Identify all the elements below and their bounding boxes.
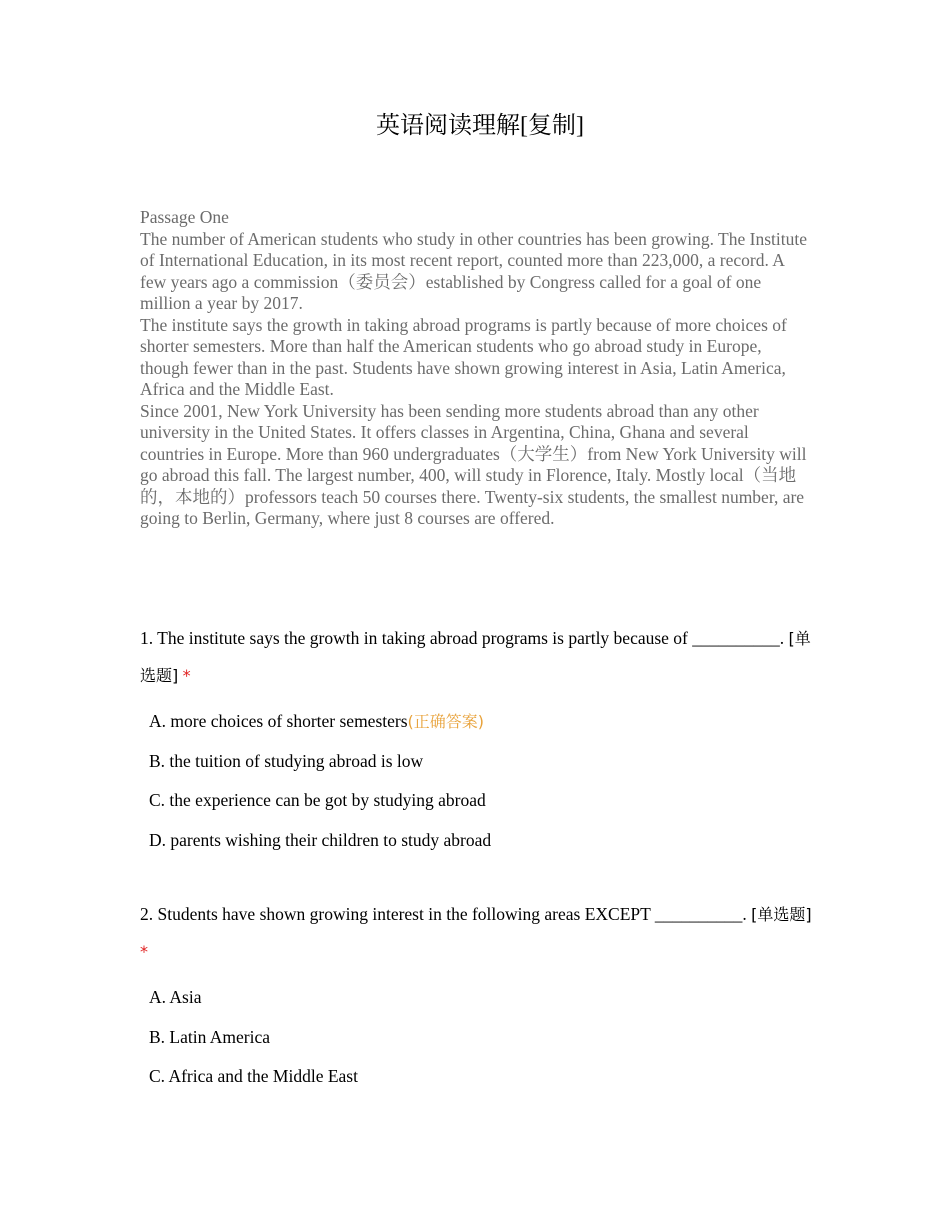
passage-paragraph: Since 2001, New York University has been sending more students abroad than any other university in the United States. It offers classes in Argentina, China, Ghana and several countries in Europe. More than 960 undergraduates（大学生）from New York University will go abroad this fall. The largest number, 400, will study in Florence, Italy. Mostly local（当地的，本地的）professors teach 50 courses there. Twenty-six students, the smallest number, are going to Berlin, Germany, where just 8 courses are offered.	[140, 400, 807, 528]
question-stem	[140, 620, 820, 694]
correct-answer-tag: (正确答案)	[407, 712, 485, 731]
question-1	[140, 620, 820, 861]
passage-paragraph: The number of American students who study in other countries has been growing. The Institute of International Education, in its most recent report, counted more than 223,000, a record. A few years ago a commission（委员会）established by Congress called for a goal of one million a year by 2017.	[140, 228, 807, 313]
option-b[interactable]	[149, 742, 820, 782]
option-c[interactable]	[149, 1057, 820, 1097]
document-title: 英语阅读理解[复制]	[376, 113, 584, 139]
required-mark: *	[140, 942, 148, 961]
option-text: B. Latin America	[149, 1026, 271, 1047]
question-type-label: [单选题]	[751, 905, 812, 924]
required-mark: *	[182, 666, 191, 685]
question-text: 2. Students have shown growing interest in the following areas EXCEPT __________.	[140, 904, 752, 924]
question-stem	[140, 896, 820, 970]
option-list	[140, 978, 820, 1097]
option-text: B. the tuition of studying abroad is low	[149, 750, 424, 771]
option-text: D. parents wishing their children to study abroad	[149, 830, 492, 851]
option-a[interactable]	[149, 702, 820, 742]
option-text: C. the experience can be got by studying abroad	[149, 790, 486, 811]
option-list	[140, 702, 820, 861]
passage-heading: Passage One	[140, 207, 229, 227]
question-type-label: [单选题]	[140, 629, 811, 685]
option-a[interactable]	[149, 978, 820, 1018]
option-b[interactable]	[149, 1018, 820, 1058]
question-2	[140, 896, 820, 1097]
option-c[interactable]	[149, 781, 820, 821]
question-text: 1. The institute says the growth in taking abroad programs is partly because of __________.	[140, 628, 789, 648]
option-text: A. more choices of shorter semesters	[149, 711, 408, 731]
option-d[interactable]	[149, 821, 820, 861]
option-text: C. Africa and the Middle East	[149, 1066, 358, 1087]
passage-paragraph: The institute says the growth in taking abroad programs is partly because of more choices of shorter semesters. More than half the American students who go abroad study in Europe, though fewer than in the past. Students have shown growing interest in Asia, Latin America, Africa and the Middle East.	[140, 314, 787, 399]
reading-passage	[140, 207, 812, 530]
option-text: A. Asia	[149, 987, 202, 1007]
